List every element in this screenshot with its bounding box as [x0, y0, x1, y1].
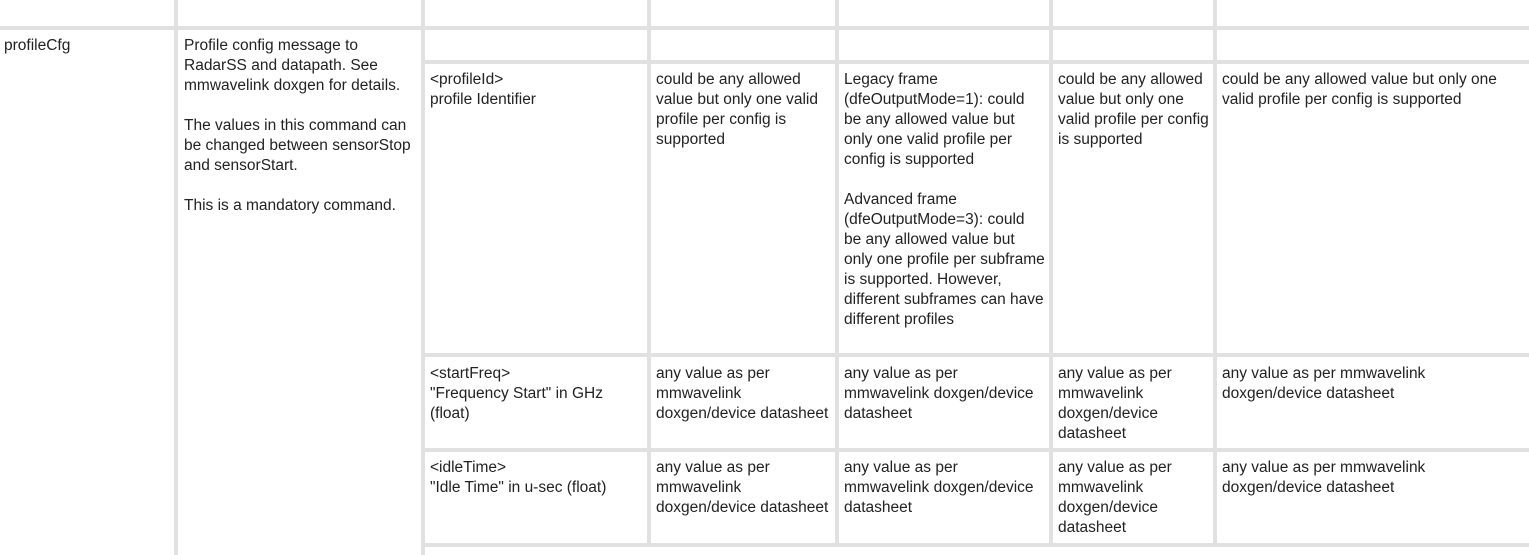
command-name: profileCfg — [4, 37, 71, 54]
table-cell: could be any allowed value but only one valid profile per config is supported — [656, 71, 819, 148]
param-name: <idleTime> "Idle Time" in u-sec (float) — [430, 459, 607, 496]
column-divider — [174, 0, 178, 555]
row-divider — [0, 26, 1529, 30]
table-cell: any value as per mmwavelink doxgen/device datasheet — [844, 365, 1034, 422]
table-cell: any value as per mmwavelink doxgen/device datasheet — [1222, 459, 1426, 496]
row-divider — [425, 543, 1529, 547]
command-description: Profile config message to RadarSS and datapath. See mmwavelink doxgen for details. The values in this command can be changed between sensorStop and sensorStart. This is a mandatory command. — [184, 37, 411, 214]
param-name: <startFreq> "Frequency Start" in GHz (float) — [430, 365, 603, 422]
table-cell: any value as per mmwavelink doxgen/device datasheet — [1222, 365, 1426, 402]
table-cell: any value as per mmwavelink doxgen/device datasheet — [1058, 365, 1172, 442]
table-cell: any value as per mmwavelink doxgen/device datasheet — [656, 459, 829, 516]
param-name: <profileId> profile Identifier — [430, 71, 536, 108]
table-cell: Legacy frame (dfeOutputMode=1): could be any allowed value but only one valid profile per config is supported Advanced frame (dfeOutputMode=3): could be any allowed value but only one profile per subframe is supported. However, different subframes can have different profiles — [844, 71, 1045, 328]
table-cell: any value as per mmwavelink doxgen/device datasheet — [656, 365, 829, 422]
table-cell: could be any allowed value but only one valid profile per config is supported — [1058, 71, 1209, 148]
row-divider — [425, 353, 1529, 357]
column-divider — [1049, 0, 1053, 545]
column-divider — [1213, 0, 1217, 545]
column-divider — [421, 0, 425, 555]
column-divider — [647, 0, 651, 545]
row-divider — [425, 60, 1529, 64]
table-cell: any value as per mmwavelink doxgen/device datasheet — [1058, 459, 1172, 536]
table-cell: any value as per mmwavelink doxgen/device datasheet — [844, 459, 1034, 516]
row-divider — [425, 448, 1529, 452]
table-cell: could be any allowed value but only one valid profile per config is supported — [1222, 71, 1497, 108]
column-divider — [835, 0, 839, 545]
